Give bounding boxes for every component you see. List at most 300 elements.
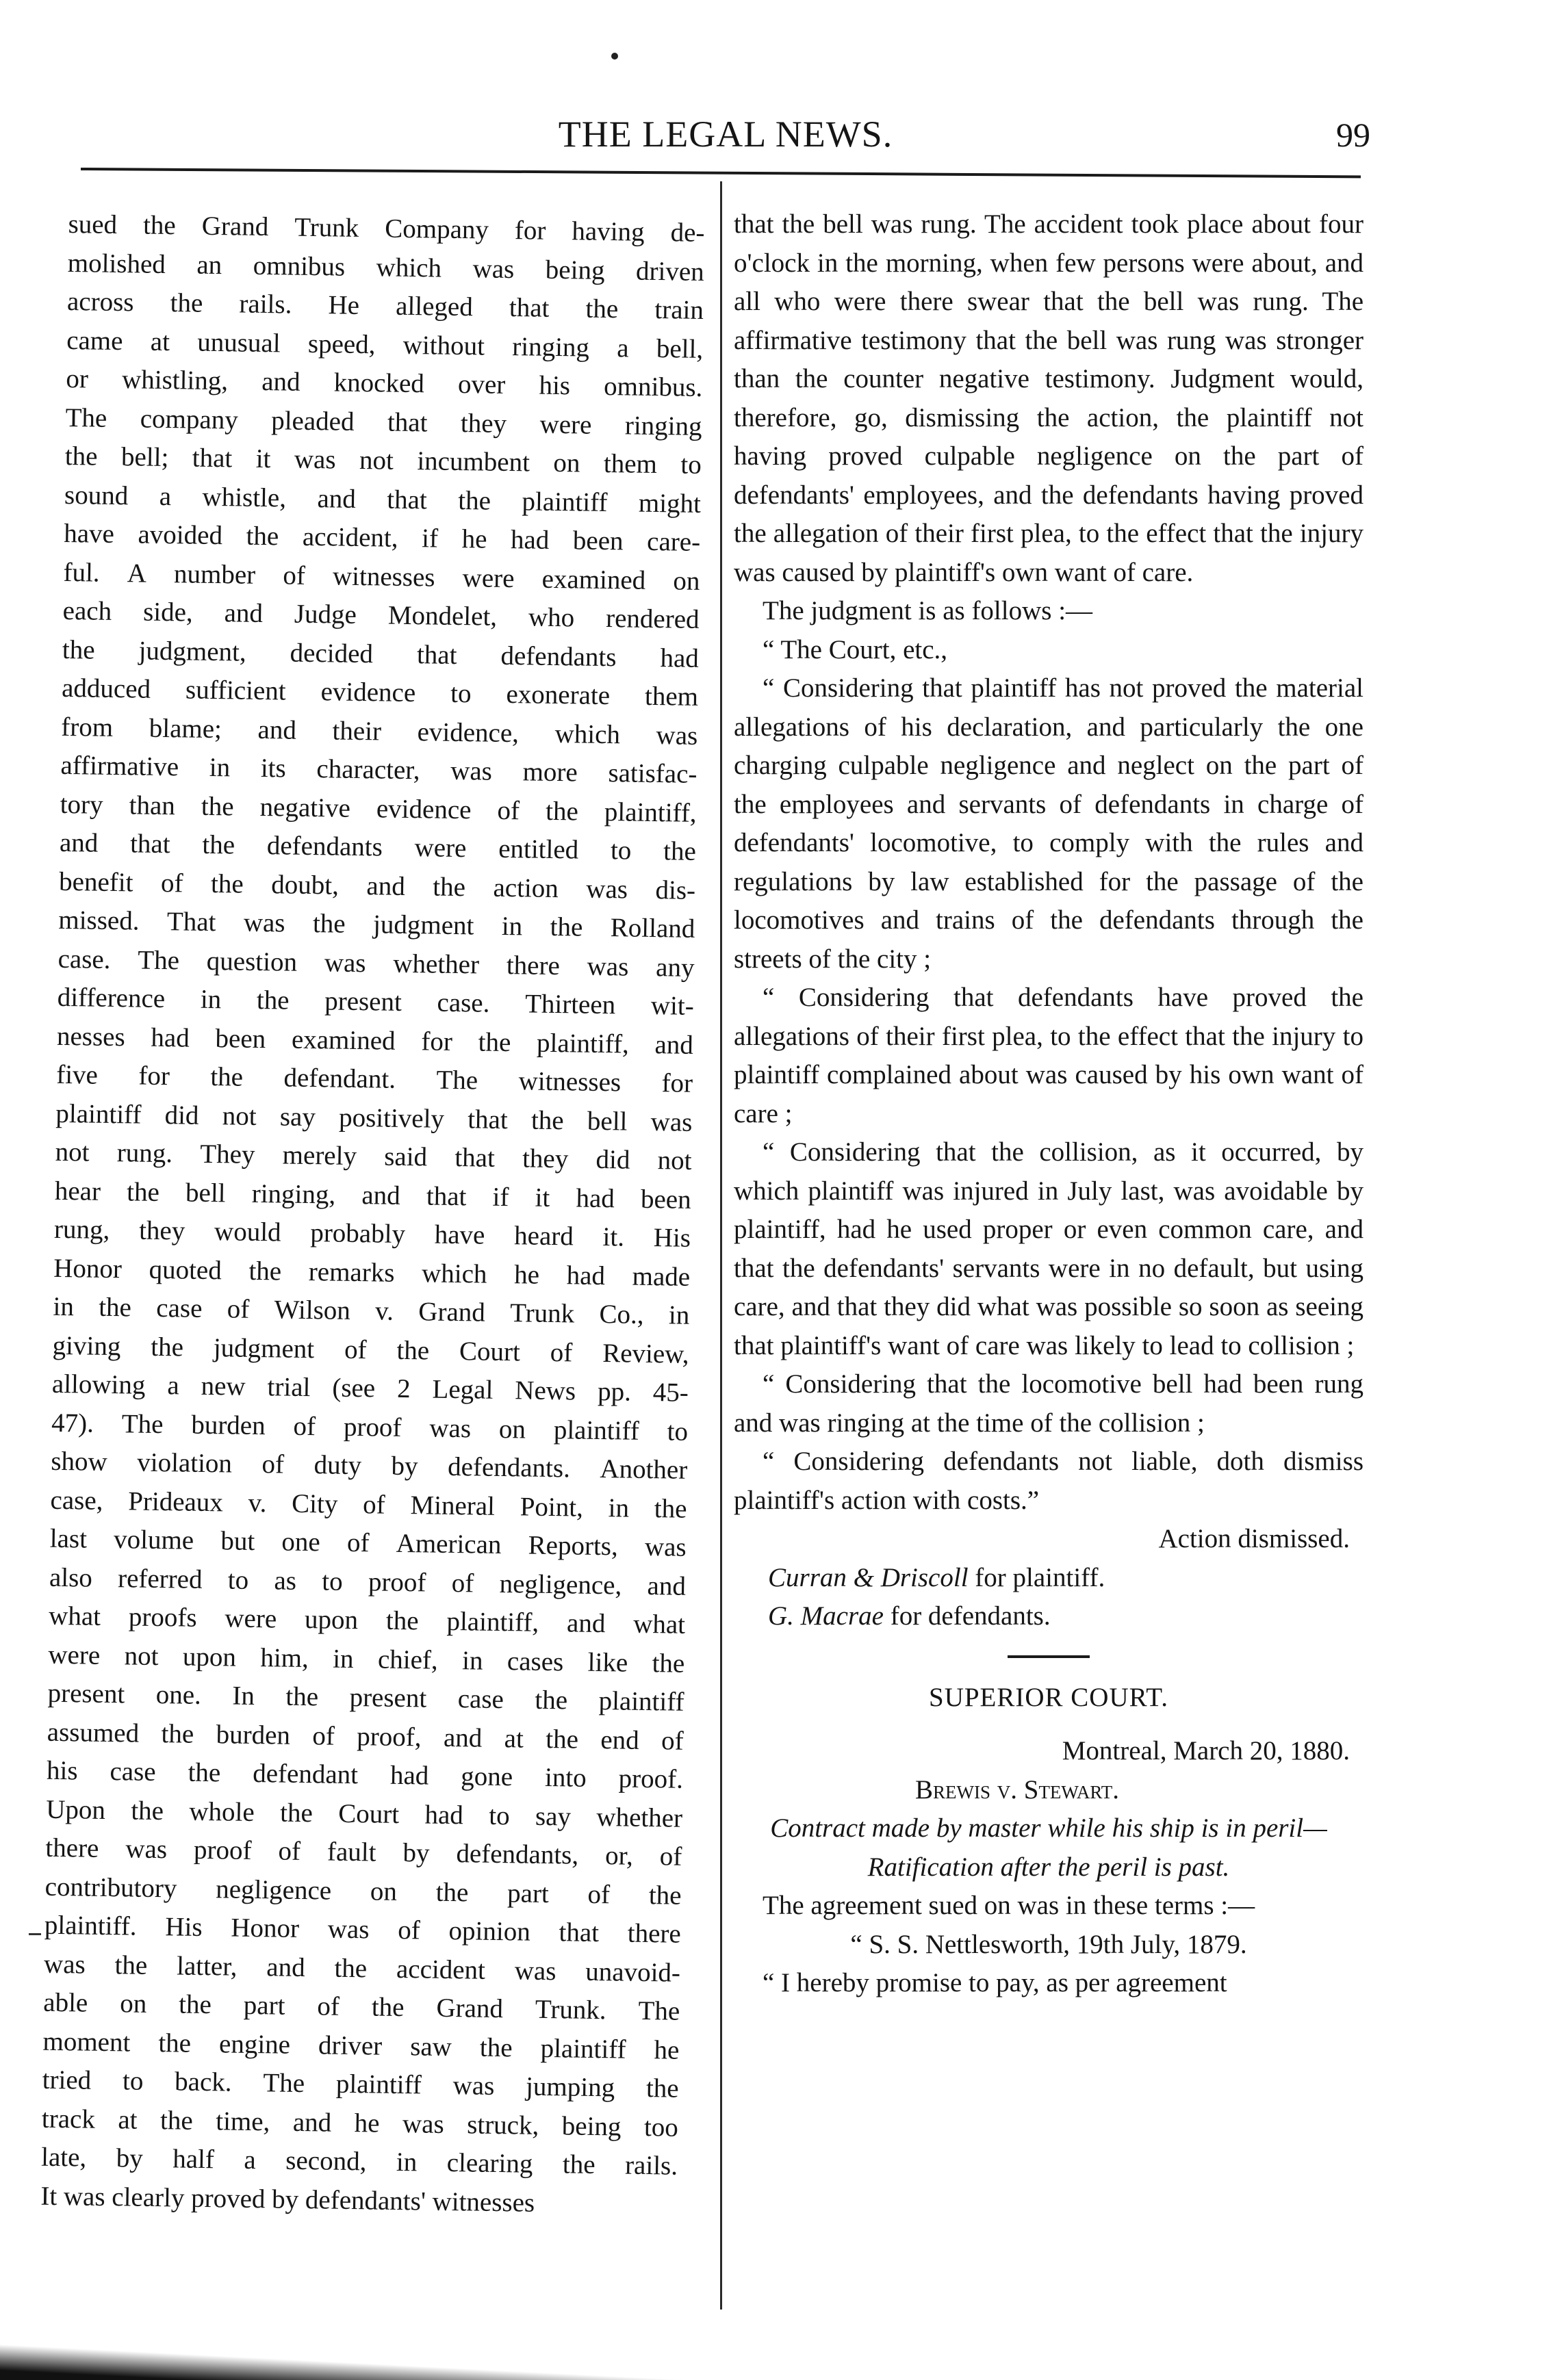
left-column-word: evidence xyxy=(376,793,472,825)
left-column-word: a xyxy=(159,481,172,511)
left-column-word: The xyxy=(263,2068,305,2099)
left-column-word: and xyxy=(224,598,264,629)
left-column-word: satisfac- xyxy=(608,758,697,789)
left-column-word: decided xyxy=(290,638,374,669)
left-column-word: contributory xyxy=(44,1872,177,1903)
left-column-word: at xyxy=(504,1723,524,1753)
left-column-word: were xyxy=(225,1603,277,1634)
left-column-word: pleaded xyxy=(270,405,355,437)
left-column-word: more xyxy=(522,757,578,788)
left-column-word: plaintiff xyxy=(553,1414,640,1446)
left-column-word: for xyxy=(138,1061,170,1091)
left-column-word: hear xyxy=(54,1176,101,1206)
left-column-word: were xyxy=(539,409,592,440)
left-column-word: that xyxy=(129,829,170,859)
left-column-word: rendered xyxy=(605,604,700,634)
left-column-word: whole xyxy=(189,1796,255,1827)
left-column-word: Legal xyxy=(432,1374,494,1405)
left-column-word: their xyxy=(332,715,382,746)
left-column-word: case xyxy=(110,1757,156,1787)
left-column-word: duty xyxy=(313,1450,362,1481)
left-column-word: that xyxy=(426,1180,467,1211)
left-column-word: negative xyxy=(259,792,351,823)
left-column-word: engine xyxy=(218,2028,291,2060)
left-column-word: the xyxy=(161,1718,194,1749)
left-column-word: that xyxy=(387,484,428,515)
left-column-word: the xyxy=(248,1256,282,1286)
left-column-word: across xyxy=(66,286,134,318)
page-number: 99 xyxy=(1336,116,1370,154)
left-column-word: had xyxy=(389,1760,429,1791)
left-column-word: was xyxy=(429,1413,472,1443)
left-column-word: and xyxy=(361,1180,401,1211)
left-column-word: fault xyxy=(327,1837,376,1867)
left-column-word: them xyxy=(603,448,658,480)
left-column-word: what xyxy=(48,1601,101,1631)
left-column-word: its xyxy=(260,753,287,784)
left-column-word: doubt, xyxy=(270,869,340,901)
left-column-word: the xyxy=(648,1880,682,1911)
left-column-word: second, xyxy=(285,2145,367,2177)
left-column-word: Company xyxy=(384,214,489,245)
margin-mark xyxy=(29,1933,41,1935)
left-column-word: quoted xyxy=(149,1254,222,1285)
left-column-word: not xyxy=(359,445,394,476)
left-column-word: the xyxy=(535,1685,568,1716)
left-column-word: driver xyxy=(318,2030,383,2061)
left-column-word: the xyxy=(98,1292,132,1323)
left-column-word: A xyxy=(127,558,147,588)
left-column-word: whistling, xyxy=(121,365,229,396)
left-column-word: and xyxy=(654,1029,694,1060)
left-column-word: was xyxy=(514,1955,556,1986)
left-column-word: who xyxy=(528,602,575,633)
left-column-word: plaintiff, xyxy=(446,1606,539,1638)
left-column-word: the xyxy=(158,2028,192,2058)
left-column-word: them xyxy=(644,681,699,712)
left-column-word: jumping xyxy=(525,2071,615,2103)
left-column-word: and xyxy=(266,1952,305,1982)
left-column-word: The xyxy=(436,1065,478,1096)
left-column-word: plaintiff xyxy=(522,486,608,517)
section-rule xyxy=(1008,1655,1090,1658)
left-column-word: accident xyxy=(396,1954,486,1985)
left-column-word: the xyxy=(550,911,583,942)
left-column-word: the xyxy=(131,1796,164,1826)
left-column-word: came xyxy=(66,325,123,356)
left-column-word: benefit xyxy=(58,866,133,897)
left-column-word: v. xyxy=(248,1488,267,1518)
left-column-word: rung. xyxy=(116,1138,173,1169)
left-column-word: in xyxy=(501,911,523,942)
left-column-word: to xyxy=(488,1800,510,1831)
left-column-word: and xyxy=(443,1722,483,1753)
left-column-word: part xyxy=(507,1878,550,1909)
left-column-word: Court xyxy=(459,1336,521,1367)
left-column-line: It was clearly proved by defendants' witnesses xyxy=(40,2181,535,2218)
left-column-word: company xyxy=(140,403,239,435)
left-column-word: in xyxy=(53,1291,75,1322)
left-column-word: to xyxy=(322,1566,343,1596)
left-column-word: show xyxy=(51,1446,108,1477)
left-column-word: Judge xyxy=(294,599,357,630)
left-column-word: The xyxy=(638,1995,680,2026)
left-column-word: proofs xyxy=(128,1602,197,1633)
dateline: Montreal, March 20, 1880. xyxy=(1062,1736,1350,1765)
left-column-word: to xyxy=(610,836,632,866)
counsel-defendant xyxy=(734,1597,1363,1636)
left-column-word: struck, xyxy=(466,2109,539,2140)
left-column-word: of xyxy=(497,795,520,825)
left-column-word: the xyxy=(159,2105,194,2136)
left-column-word: the xyxy=(142,210,177,241)
left-column-word: Review, xyxy=(602,1338,689,1369)
left-column-word: rails. xyxy=(624,2150,678,2181)
left-column-word: on xyxy=(673,565,700,596)
left-column-word: was xyxy=(586,874,628,905)
left-column-word: plaintiff xyxy=(540,2033,626,2065)
left-column-word: was xyxy=(450,755,493,786)
left-column-word: say xyxy=(535,1801,572,1831)
left-column-word: judgment xyxy=(372,909,474,941)
left-column-word: defendants xyxy=(500,641,617,672)
left-column-word: proof xyxy=(193,1835,252,1865)
left-column-word: and xyxy=(366,870,406,901)
left-column-word: the xyxy=(114,1950,148,1980)
left-column-word: at xyxy=(150,326,170,357)
left-column-word: He xyxy=(328,290,360,320)
case-name: Brewis v. Stewart. xyxy=(915,1774,1120,1805)
left-column-word: the xyxy=(201,791,234,821)
left-column-word: In xyxy=(232,1681,255,1711)
left-column-word: evidence, xyxy=(417,716,520,748)
left-column-word: ringing xyxy=(624,410,702,441)
court-heading: SUPERIOR COURT. xyxy=(929,1682,1168,1712)
left-column-word: American xyxy=(396,1528,502,1560)
left-column-word: Reports, xyxy=(528,1530,619,1562)
left-column-word: rung, xyxy=(53,1214,110,1245)
left-column-word: trial xyxy=(267,1372,311,1403)
left-column-word: sound xyxy=(64,480,129,510)
left-column-word: back. xyxy=(174,2067,232,2097)
left-column-word: bell, xyxy=(656,333,704,364)
header-rule xyxy=(81,168,1361,178)
left-column-word: Prideaux xyxy=(127,1486,224,1517)
left-column-word: Honor xyxy=(231,1913,300,1943)
left-column-word: there xyxy=(506,950,561,981)
left-column-word: in xyxy=(608,1492,630,1523)
left-column-word: over xyxy=(457,369,506,400)
left-column-word: the xyxy=(645,2073,679,2104)
ink-dot xyxy=(611,53,618,60)
left-column-word: a xyxy=(167,1371,179,1401)
left-column-word: and xyxy=(647,1570,687,1601)
agreement-intro: The agreement sued on was in these terms :— xyxy=(763,1891,1255,1920)
left-column-word: 47). xyxy=(51,1408,94,1438)
left-column-word: case. xyxy=(57,944,111,974)
left-column-word: defendants xyxy=(266,831,383,862)
considering-2: “ Considering that defendants have proved the allegations of their first plea, to the effect that the injury to plaintiff complained about was caused by his own want of care ; xyxy=(734,983,1363,1128)
left-column-word: of xyxy=(317,1991,340,2021)
left-column-word: omnibus. xyxy=(603,371,703,402)
left-column-word: late, xyxy=(40,2142,87,2173)
left-column-word: of xyxy=(397,1915,421,1945)
left-column-word: whistle, xyxy=(202,482,287,513)
counsel-plaintiff-name: Curran & Driscoll xyxy=(768,1562,969,1592)
left-column-word: to xyxy=(667,1416,689,1447)
left-column-word: The xyxy=(138,945,180,975)
left-column-word: and xyxy=(261,366,300,397)
left-column-word: that xyxy=(509,293,550,323)
left-column-word: the xyxy=(246,521,279,552)
left-column xyxy=(40,205,705,2225)
left-column-word: case xyxy=(457,1684,504,1715)
left-column-word: was xyxy=(327,1914,370,1945)
left-column-word: plaintiff, xyxy=(536,1028,630,1059)
left-column-word: judgment, xyxy=(138,635,246,667)
left-column-word: Grand xyxy=(418,1297,486,1328)
left-column-word: of xyxy=(346,1527,370,1558)
left-column-word: the xyxy=(458,485,491,516)
left-column-word: upon xyxy=(304,1605,359,1635)
left-column-word: the xyxy=(151,1332,184,1362)
left-column-word: without xyxy=(402,330,485,361)
considering-3: “ Considering that the collision, as it occurred, by which plaintiff was injured in July last, was avoidable by plaintiff, had he used proper or even common care, and that the defendants' servants were in no default, but using care, and that they did what was possible so soon as seeing that plaintiff's want of care was likely to lead to collision ; xyxy=(734,1137,1363,1360)
left-column-word: but xyxy=(220,1526,255,1556)
left-column-word: difference xyxy=(57,982,166,1014)
left-column-word: one xyxy=(281,1527,321,1557)
left-column-word: the xyxy=(210,868,244,899)
left-column-word: was xyxy=(402,2108,445,2139)
left-column-word: made xyxy=(632,1261,691,1292)
column-divider xyxy=(720,181,722,2310)
left-column-word: v. xyxy=(374,1296,394,1326)
left-column-word: character, xyxy=(316,754,420,786)
left-column-word: that xyxy=(454,1143,496,1173)
left-column-word: evidence xyxy=(320,677,416,708)
left-column-word: gone xyxy=(460,1761,513,1792)
left-column-word: he xyxy=(461,524,487,554)
quote-line-2: “ I hereby promise to pay, as per agreement xyxy=(763,1968,1227,1997)
judgment-intro: The judgment is as follows :— xyxy=(763,596,1093,625)
left-column-word: one. xyxy=(155,1679,202,1710)
left-column-word: proof. xyxy=(618,1763,684,1794)
left-column-word: driven xyxy=(635,256,705,287)
left-column-word: in xyxy=(200,984,222,1015)
left-column-word: nesses xyxy=(56,1021,125,1052)
left-column-word: de- xyxy=(670,218,705,248)
left-column-word: rails. xyxy=(239,289,292,320)
left-column-word: sufficient xyxy=(185,675,286,706)
left-column-word: of xyxy=(344,1334,367,1364)
left-column-word: on xyxy=(498,1414,526,1444)
left-column-word: Trunk xyxy=(294,212,359,243)
left-column-word: Court xyxy=(337,1798,400,1829)
left-column-word: That xyxy=(166,907,216,937)
left-column-word: the xyxy=(530,1105,564,1135)
left-column-word: a xyxy=(244,2145,257,2175)
left-column-word: examined xyxy=(291,1024,396,1056)
left-column-word: had xyxy=(566,1260,606,1291)
left-column-word: Trunk xyxy=(509,1298,575,1329)
left-column-word: care- xyxy=(646,526,701,557)
left-column-word: the xyxy=(170,288,203,318)
left-column-word: witnesses xyxy=(518,1066,622,1098)
left-column-word: the xyxy=(546,1724,579,1755)
left-column-word: of xyxy=(312,1720,335,1751)
left-column-word: that xyxy=(387,407,428,437)
left-column-word: entitled xyxy=(498,833,579,865)
left-column-word: proof, xyxy=(357,1721,422,1752)
left-column-word: ful. xyxy=(63,557,100,588)
left-column-word: defendant xyxy=(252,1758,359,1790)
left-column-word: the xyxy=(279,1798,313,1828)
left-column-word: allowing xyxy=(51,1369,146,1400)
left-column-word: was xyxy=(43,1949,86,1980)
left-column-word: whether xyxy=(393,948,480,979)
left-column-word: Mineral xyxy=(410,1490,496,1521)
left-column-word: a xyxy=(616,333,629,363)
left-column-word: Mondelet, xyxy=(387,600,498,632)
left-column-word: Rolland xyxy=(610,913,695,944)
left-column-word: Upon xyxy=(45,1794,106,1825)
left-column-word: in xyxy=(461,1645,483,1676)
left-column-word: had xyxy=(576,1182,615,1213)
left-column-word: not xyxy=(124,1640,159,1671)
left-column-word: been xyxy=(640,1184,691,1215)
left-column-word: the xyxy=(654,1493,687,1524)
left-column-word: dis- xyxy=(655,875,696,905)
left-column-word: of xyxy=(261,1449,285,1479)
left-column-word: half xyxy=(172,2144,215,2175)
left-column-word: They xyxy=(200,1139,255,1169)
left-column-word: exonerate xyxy=(506,680,611,711)
left-column-word: too xyxy=(643,2112,679,2143)
left-column-word: positively xyxy=(338,1102,445,1134)
left-column-word: witnesses xyxy=(332,560,435,593)
left-column-word: was xyxy=(324,947,366,978)
left-column-word: bell xyxy=(185,1178,226,1208)
left-column-word: that xyxy=(192,443,233,474)
left-column-word: the xyxy=(478,1026,511,1057)
left-column-word: might xyxy=(638,488,702,519)
left-column-word: whether xyxy=(596,1802,683,1833)
left-column-word: negligence xyxy=(215,1874,332,1906)
left-column-word: plaintiff, xyxy=(604,797,697,828)
left-column-word: last xyxy=(49,1523,88,1554)
counsel-defendant-name: G. Macrae xyxy=(768,1601,884,1631)
left-column-word: plaintiff xyxy=(335,2069,422,2100)
left-column-word: had xyxy=(660,643,700,673)
left-column-word: case xyxy=(156,1293,203,1323)
left-column-word: The xyxy=(65,402,107,433)
left-column-word: he xyxy=(654,2034,680,2065)
left-column-word: was xyxy=(472,253,515,284)
left-column-word: and xyxy=(59,827,99,858)
left-column-word: the xyxy=(256,985,290,1016)
left-column-word: present xyxy=(349,1682,427,1713)
left-column-word: burden xyxy=(191,1410,266,1440)
left-column-word: the xyxy=(663,836,697,866)
left-column-word: plaintiff. xyxy=(44,1910,137,1941)
left-column-word: that xyxy=(467,1104,509,1135)
left-column-word: he xyxy=(354,2108,380,2138)
left-column-word: burden xyxy=(216,1719,291,1750)
left-column-word: at xyxy=(118,2104,138,2135)
left-column-word: referred xyxy=(117,1563,203,1594)
left-column-word: also xyxy=(49,1562,93,1593)
left-column-word: affirmative xyxy=(60,750,179,782)
left-column-word: not xyxy=(657,1146,692,1176)
left-column-word: five xyxy=(55,1059,99,1090)
left-column-word: which xyxy=(376,252,442,283)
left-column-word: was xyxy=(644,1531,687,1562)
left-column-word: did xyxy=(164,1100,199,1130)
left-column-word: been xyxy=(215,1023,266,1054)
left-column-word: adduced xyxy=(61,673,151,704)
left-column-word: what xyxy=(632,1609,686,1640)
left-column-word: was xyxy=(243,907,285,938)
left-column-word: which xyxy=(421,1258,487,1289)
left-column-word: of xyxy=(587,1879,611,1909)
counsel-plaintiff-role: for plaintiff. xyxy=(968,1562,1105,1592)
left-column-word: negligence, xyxy=(499,1568,622,1600)
left-column-word: was xyxy=(125,1834,168,1865)
left-column-word: the xyxy=(210,1062,244,1092)
left-column-word: tried xyxy=(42,2065,92,2095)
left-column-word: that xyxy=(416,639,457,670)
considering-4: “ Considering that the locomotive bell had been rung and was ringing at the time of the collision ; xyxy=(734,1369,1363,1438)
left-column-word: opinion xyxy=(448,1916,531,1947)
left-column-word: ringing xyxy=(512,331,590,363)
right-column xyxy=(734,205,1363,2003)
left-column-word: it xyxy=(535,1182,550,1213)
left-column-word: cases xyxy=(507,1646,564,1677)
left-column-word: of xyxy=(550,1337,573,1367)
left-column-word: the xyxy=(562,2149,596,2180)
left-column-word: his xyxy=(46,1755,78,1786)
left-column-word: on xyxy=(119,1989,147,2019)
counsel-defendant-role: for defendants. xyxy=(883,1601,1051,1631)
left-column-word: to xyxy=(450,678,472,709)
left-column-word: 45- xyxy=(652,1377,689,1408)
left-column-word: molished xyxy=(67,248,166,279)
left-column-word: (see xyxy=(332,1373,376,1404)
left-column-word: examined xyxy=(541,564,646,595)
court-line: “ The Court, etc., xyxy=(763,634,948,664)
left-column-word: on xyxy=(553,448,580,478)
left-column-word: Honor xyxy=(53,1253,123,1284)
left-column-word: knocked xyxy=(333,367,425,399)
left-column-word: case, xyxy=(50,1485,103,1516)
left-column-word: was xyxy=(452,2071,495,2101)
headnote-line-1: Contract made by master while his ship is in peril— xyxy=(770,1813,1327,1843)
left-column-word: His xyxy=(165,1912,203,1942)
left-column-word: train xyxy=(654,294,704,325)
left-column-word: if xyxy=(421,523,439,554)
left-column-word: defendants, xyxy=(456,1839,579,1870)
left-column-word: had xyxy=(151,1022,190,1053)
left-column-word: the xyxy=(435,1877,469,1907)
left-column-word: to xyxy=(227,1564,249,1595)
left-column-word: side, xyxy=(142,597,193,628)
left-column-word: that xyxy=(559,1917,600,1948)
left-column-word: was xyxy=(656,720,698,751)
left-column-word: or, xyxy=(604,1841,634,1871)
left-column-word: and xyxy=(566,1608,606,1639)
left-column-word: upon xyxy=(182,1642,237,1672)
left-column-word: end xyxy=(600,1724,640,1755)
